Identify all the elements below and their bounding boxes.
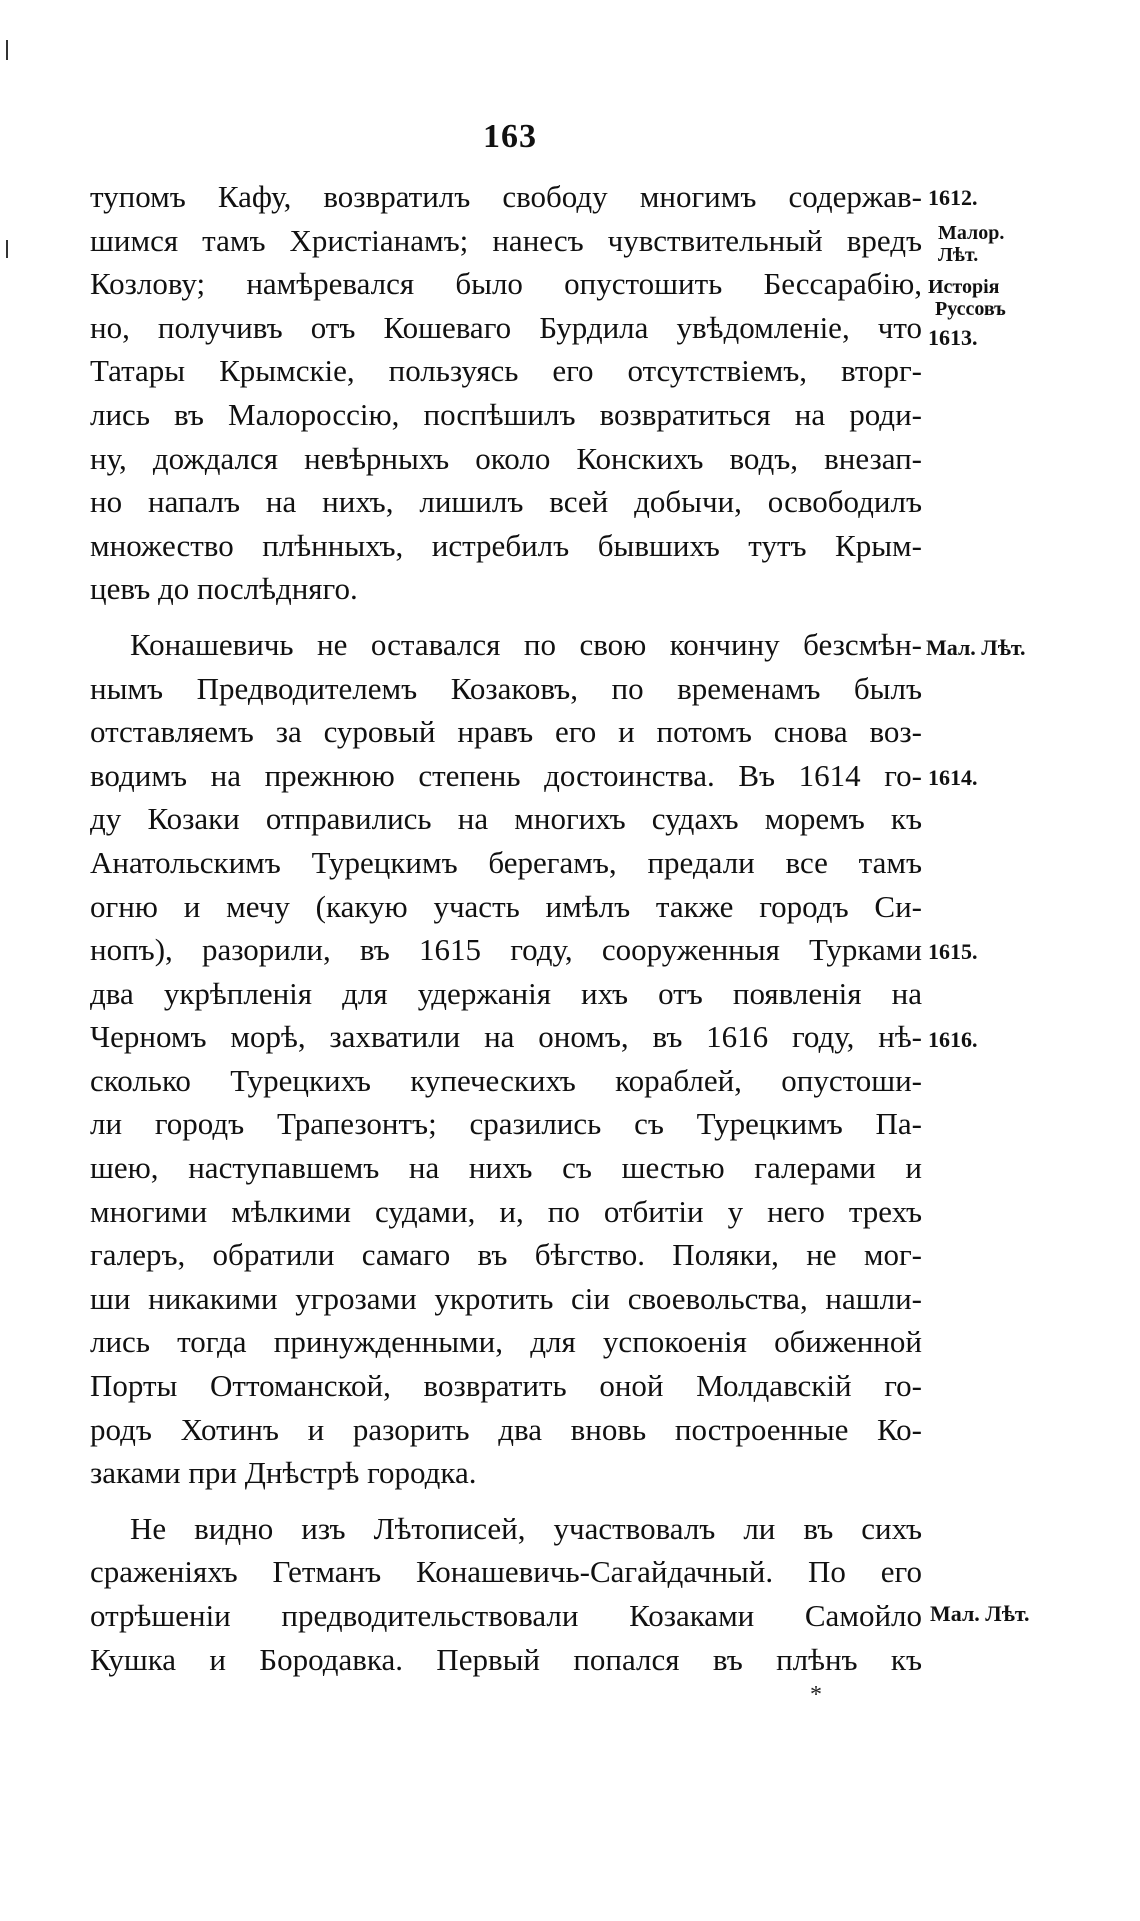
- text-line: Кушка и Бородавка. Первый попался въ плѣнъ къ: [90, 1641, 922, 1677]
- text-line: огню и мечу (какую участь имѣлъ также городъ Си-: [90, 888, 922, 924]
- page-edge-mark: [6, 40, 8, 60]
- margin-note-source: Мал. Лѣт.: [926, 635, 1026, 660]
- page-edge-mark: [6, 240, 8, 258]
- text-line: Конашевичь не оставался по свою кончину безсмѣн-: [130, 626, 922, 662]
- text-line: сколько Турецкихъ купеческихъ кораблей, опустоши-: [90, 1062, 922, 1098]
- text-line: ду Козаки отправились на многихъ судахъ моремъ къ: [90, 801, 922, 837]
- paragraph: [90, 623, 922, 1495]
- margin-note-source: Лѣт.: [938, 244, 979, 266]
- text-line: нопъ), разорили, въ 1615 году, сооруженныя Турками: [90, 932, 922, 968]
- margin-note-year: 1613.: [928, 325, 978, 350]
- text-line: галеръ, обратили самаго въ бѣгство. Поляки, не мог-: [90, 1237, 922, 1273]
- text-line: множество плѣнныхъ, истребилъ бывшихъ тутъ Крым-: [90, 527, 922, 563]
- body-text: [90, 175, 922, 1681]
- text-line: Анатольскимъ Турецкимъ берегамъ, предали все тамъ: [90, 844, 922, 880]
- margin-note-year: 1612.: [928, 185, 978, 210]
- text-line: Порты Оттоманской, возвратить оной Молдавскій го-: [90, 1368, 922, 1404]
- text-line: тупомъ Кафу, возвратилъ свободу многимъ содержав-: [90, 179, 922, 214]
- text-line: Черномъ морѣ, захватили на ономъ, въ 1616 году, нѣ-: [90, 1019, 922, 1055]
- margin-note-source: Малор.: [938, 222, 1005, 244]
- text-line: многими мѣлкими судами, и, по отбитіи у него трехъ: [90, 1193, 922, 1229]
- text-line: два укрѣпленія для удержанія ихъ отъ появленія на: [90, 975, 922, 1011]
- paragraph: [90, 175, 922, 611]
- text-line: шею, наступавшемъ на нихъ съ шестью галерами и: [90, 1150, 922, 1186]
- signature-mark: *: [810, 1682, 822, 1708]
- margin-note-source: Руссовъ: [935, 298, 1006, 320]
- text-line: сраженіяхъ Гетманъ Конашевичь-Сагайдачный. По его: [90, 1554, 922, 1590]
- text-line: цевъ до послѣдняго.: [90, 571, 358, 607]
- text-line: ли городъ Трапезонтъ; сразились съ Турецкимъ Па-: [90, 1106, 922, 1142]
- text-line: лись тогда принужденными, для успокоенія обиженной: [90, 1324, 922, 1360]
- text-line: заками при Днѣстрѣ городка.: [90, 1455, 477, 1491]
- margin-note-source: Исторія: [928, 276, 1000, 298]
- text-line: отрѣшеніи предводительствовали Козаками Самойло: [90, 1598, 922, 1633]
- text-line: ну, дождался невѣрныхъ около Конскихъ водъ, внезап-: [90, 440, 922, 476]
- text-line: отставляемъ за суровый нравъ его и потомъ снова воз-: [90, 714, 922, 750]
- text-line: Козлову; намѣревался было опустошить Бессарабію,: [90, 266, 922, 302]
- text-line: Не видно изъ Лѣтописей, участвовалъ ли въ сихъ: [130, 1510, 922, 1546]
- paragraph: [90, 1507, 922, 1681]
- text-line: но напалъ на нихъ, лишилъ всей добычи, освободилъ: [90, 484, 922, 520]
- text-line: Татары Крымскіе, пользуясь его отсутствіемъ, вторг-: [90, 353, 922, 389]
- margin-note-year: 1615.: [928, 939, 978, 964]
- text-line: водимъ на прежнюю степень достоинства. Въ 1614 го-: [90, 757, 922, 793]
- page-number: 163: [483, 118, 537, 155]
- text-line: лись въ Малороссію, поспѣшилъ возвратиться на роди-: [90, 396, 922, 432]
- text-line: нымъ Предводителемъ Козаковъ, по временамъ былъ: [90, 670, 922, 706]
- text-line: но, получивъ отъ Кошеваго Бурдила увѣдомленіе, что: [90, 309, 922, 345]
- text-line: родъ Хотинъ и разорить два вновь построенные Ко-: [90, 1411, 922, 1447]
- margin-note-year: 1616.: [928, 1027, 978, 1052]
- margin-note-year: 1614.: [928, 765, 978, 790]
- margin-note-source: Мал. Лѣт.: [930, 1601, 1030, 1626]
- text-line: шимся тамъ Христіанамъ; нанесъ чувствительный вредъ: [90, 222, 922, 258]
- text-line: ши никакими угрозами укротить сіи своевольства, нашли-: [90, 1280, 922, 1316]
